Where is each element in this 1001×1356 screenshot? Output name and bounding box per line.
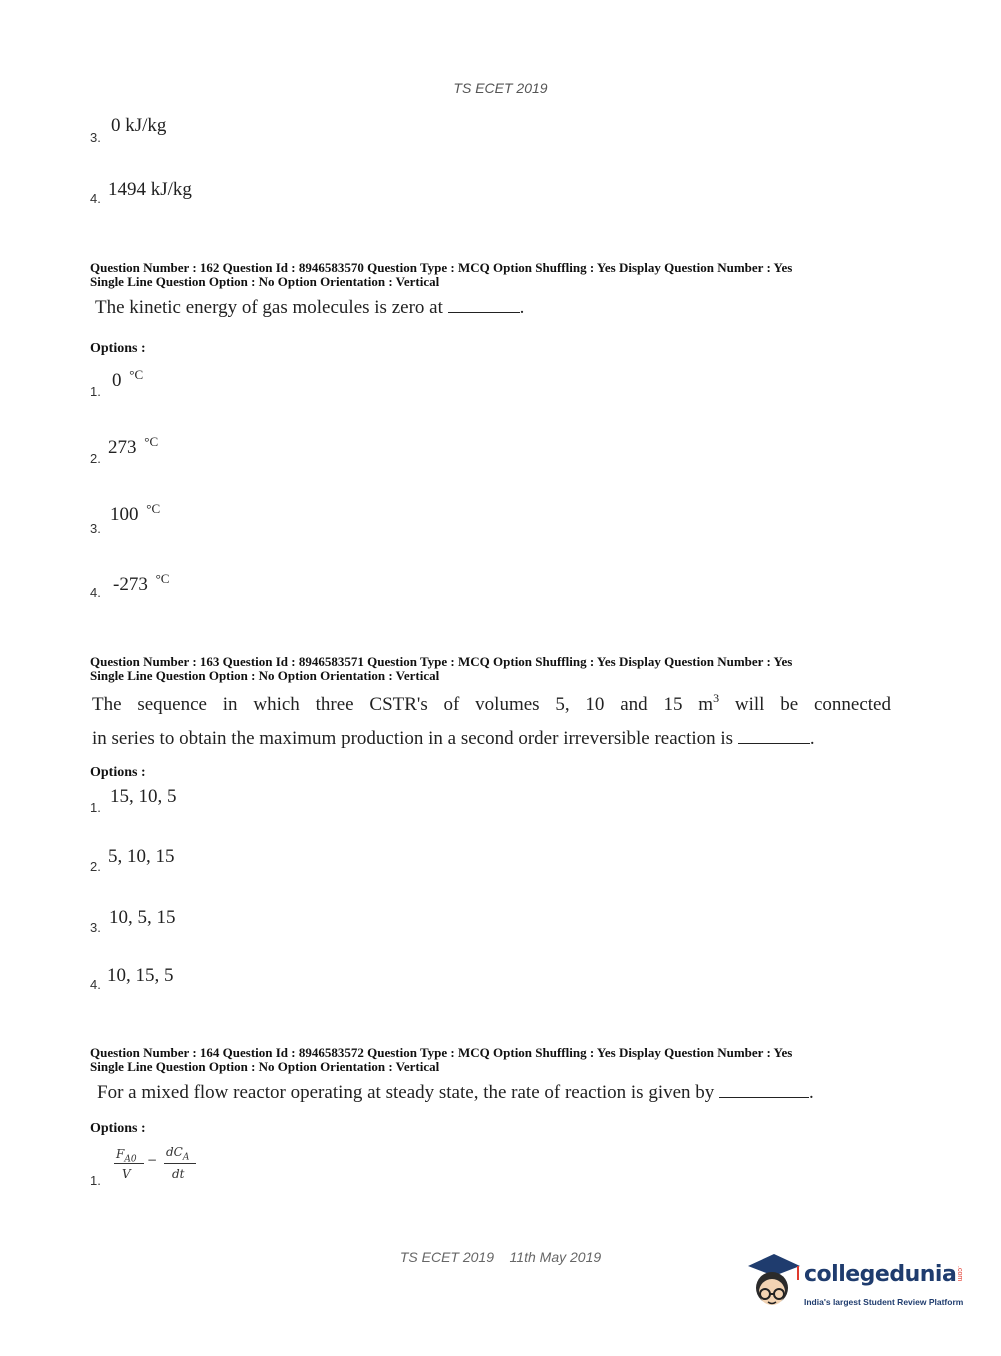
option-number: 3. [90,521,101,536]
question-meta-line: Question Number : 164 Question Id : 8946583572 Question Type : MCQ Option Shuffling : Yes Display Question Number : Yes [90,1045,793,1060]
option-text [113,571,169,596]
option-unit: °C [146,501,161,516]
option-value: 100 [110,504,139,525]
option-number: 2. [90,451,101,466]
option-value: 0 [112,370,122,391]
fraction-denominator: V [122,1167,131,1181]
fraction-numerator: $dC_A$ [166,1145,190,1163]
page-header: TS ECET 2019 [453,80,548,96]
option-number: 3. [90,920,101,935]
options-label: Options : [90,765,146,780]
option-text: 5, 10, 15 [108,846,175,867]
question-meta-line: Single Line Question Option : No Option Orientation : Vertical [90,668,440,683]
fraction-numerator: $F_{A0}$ [116,1147,137,1165]
option-unit: °C [155,571,170,586]
option-text: 10, 15, 5 [107,965,174,986]
logo-name: collegedunia [804,1262,957,1287]
question-164-text: For a mixed flow reactor operating at steady state, the rate of reaction is given by . [97,1082,814,1103]
option-value: -273 [113,574,148,595]
options-label: Options : [90,1121,146,1136]
fraction-bar [164,1163,196,1164]
question-meta-line: Single Line Question Option : No Option Orientation : Vertical [90,1059,440,1074]
option-number: 1. [90,800,101,815]
question-meta-line: Question Number : 163 Question Id : 8946583571 Question Type : MCQ Option Shuffling : Yes Display Question Number : Yes [90,654,793,669]
option-number: 1. [90,384,101,399]
question-text: The kinetic energy of gas molecules is zero at [95,297,443,318]
question-162-meta [90,261,792,289]
option-text: 10, 5, 15 [109,907,176,928]
option-unit: °C [129,367,144,382]
mascot-icon [742,1250,802,1314]
question-162-text: The kinetic energy of gas molecules is zero at . [95,297,525,318]
question-meta-line: Question Number : 162 Question Id : 8946583570 Question Type : MCQ Option Shuffling : Yes Display Question Number : Yes [90,260,793,275]
option-text: 15, 10, 5 [110,786,177,807]
option-number: 4. [90,977,101,992]
question-163-meta [90,655,792,683]
superscript: 3 [713,691,720,705]
question-163-text-line2: in series to obtain the maximum production in a second order irreversible reaction is . [92,728,815,749]
option-text: 0 kJ/kg [111,115,167,136]
fraction-bar [114,1163,144,1164]
question-164-meta [90,1046,792,1074]
logo-suffix: .com [956,1266,963,1282]
footer-text: TS ECET 2019 11th May 2019 [399,1249,602,1265]
option-number: 1. [90,1173,101,1188]
logo-tagline: India's largest Student Review Platform [804,1297,964,1307]
question-text: will be connected [719,694,891,715]
answer-blank [719,1096,809,1098]
question-text: in series to obtain the maximum production in a second order irreversible reaction is [92,728,734,749]
question-text: The sequence in which three CSTR's of volumes 5, 10 and 15 m [92,694,714,715]
answer-blank [738,742,810,744]
collegedunia-logo [742,1250,972,1320]
option-number: 2. [90,859,101,874]
answer-blank [448,311,520,313]
option-number: 4. [90,191,101,206]
question-text: For a mixed flow reactor operating at steady state, the rate of reaction is given by [97,1082,715,1103]
question-163-text-line1 [92,691,891,716]
option-text [110,501,160,526]
question-meta-line: Single Line Question Option : No Option Orientation : Vertical [90,274,440,289]
option-number: 3. [90,130,101,145]
option-text [112,367,143,392]
option-number: 4. [90,585,101,600]
option-unit: °C [144,434,159,449]
option-value: 273 [108,437,137,458]
fraction-denominator: dt [172,1167,185,1181]
option-text [108,434,158,459]
minus-sign: − [147,1153,158,1167]
option-text: 1494 kJ/kg [108,179,192,200]
options-label: Options : [90,341,146,356]
